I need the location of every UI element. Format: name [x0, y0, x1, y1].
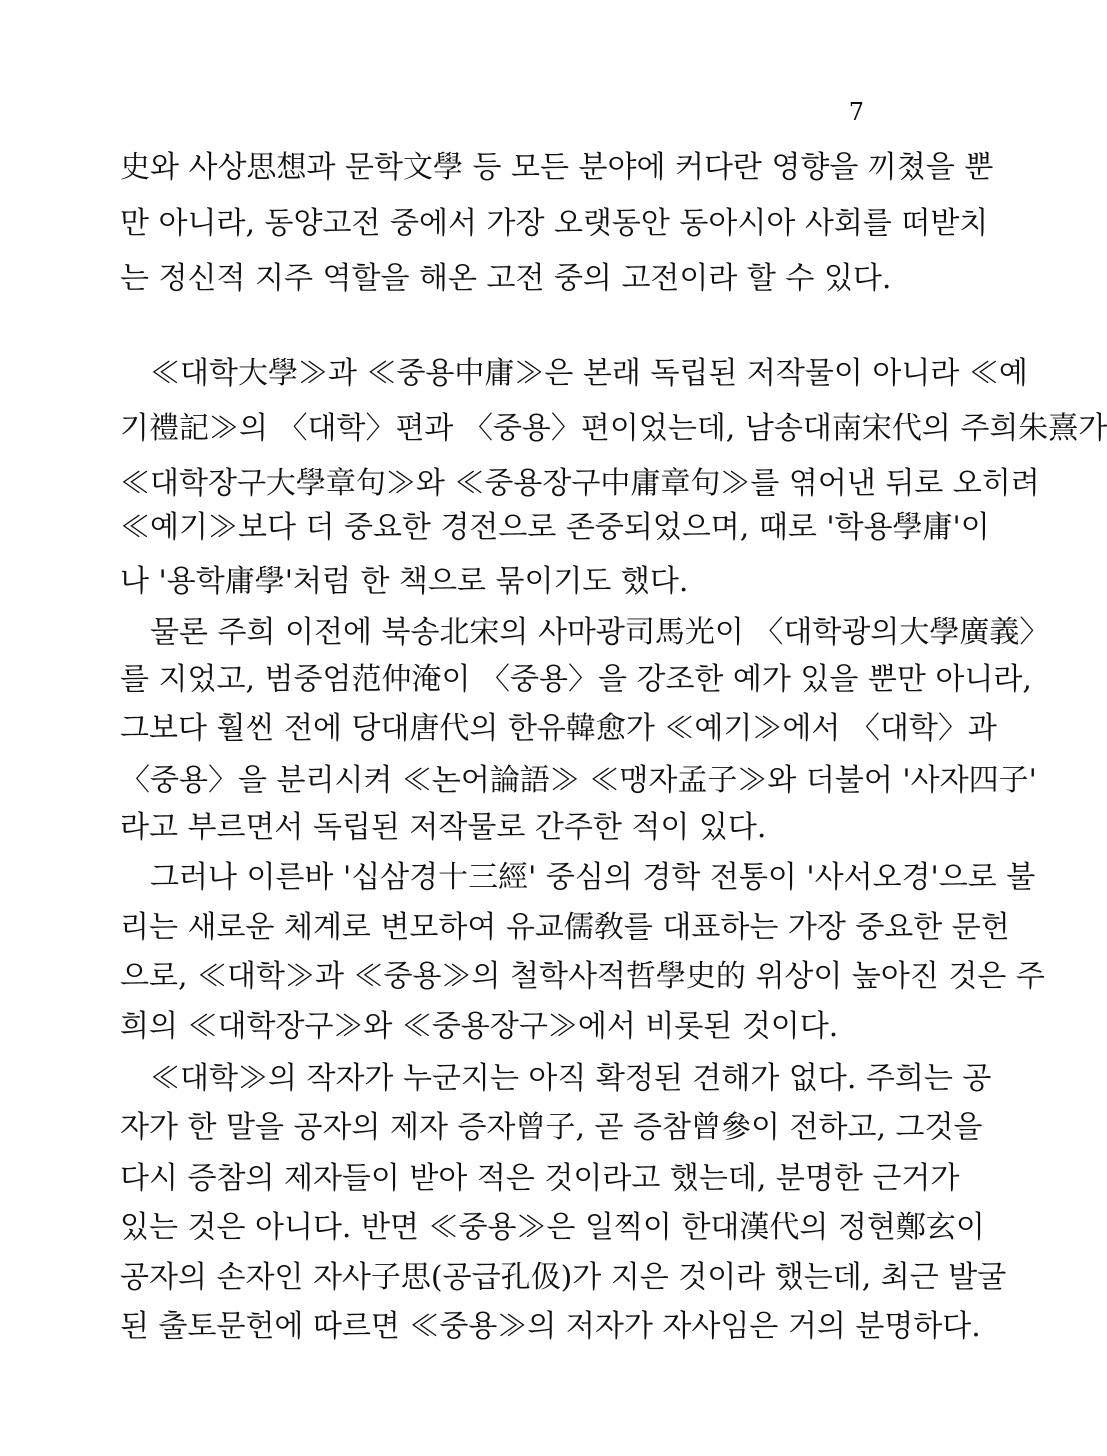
text-line: 다시 증참의 제자들이 받아 적은 것이라고 했는데, 분명한 근거가	[120, 1161, 960, 1196]
text-line: ≪대학大學≫과 ≪중용中庸≫은 본래 독립된 저작물이 아니라 ≪예	[150, 356, 1028, 391]
text-line: 으로, ≪대학≫과 ≪중용≫의 철학사적哲學史的 위상이 높아진 것은 주	[120, 959, 1045, 994]
text-line: 자가 한 말을 공자의 제자 증자曾子, 곧 증참曾參이 전하고, 그것을	[120, 1110, 983, 1145]
page-number: 7	[848, 98, 864, 126]
text-line: 는 정신적 지주 역할을 해온 고전 중의 고전이라 할 수 있다.	[120, 261, 892, 296]
text-line: ≪대학≫의 작자가 누군지는 아직 확정된 견해가 없다. 주희는 공	[150, 1061, 992, 1096]
text-line: 〈중용〉을 분리시켜 ≪논어論語≫ ≪맹자孟子≫와 더불어 '사자四子'	[120, 763, 1037, 798]
text-line: 된 출토문헌에 따르면 ≪중용≫의 저자가 자사임은 거의 분명하다.	[120, 1309, 981, 1344]
text-line: ≪대학장구大學章句≫와 ≪중용장구中庸章句≫를 엮어낸 뒤로 오히려	[120, 466, 1040, 501]
text-line: 물론 주희 이전에 북송北宋의 사마광司馬光이 〈대학광의大學廣義〉	[150, 615, 1050, 650]
text-line: 史와 사상思想과 문학文學 등 모든 분야에 커다란 영향을 끼쳤을 뿐	[120, 150, 994, 185]
text-line: 그보다 훨씬 전에 당대唐代의 한유韓愈가 ≪예기≫에서 〈대학〉과	[120, 711, 997, 746]
text-line: 라고 부르면서 독립된 저작물로 간주한 적이 있다.	[120, 810, 767, 845]
text-line: 공자의 손자인 자사子思(공급孔伋)가 지은 것이라 했는데, 최근 발굴	[120, 1260, 1007, 1295]
text-line: 기禮記≫의 〈대학〉편과 〈중용〉편이었는데, 남송대南宋代의 주희朱熹가	[120, 411, 1107, 446]
text-line: 리는 새로운 체계로 변모하여 유교儒敎를 대표하는 가장 중요한 문헌	[120, 910, 1010, 945]
text-line: 만 아니라, 동양고전 중에서 가장 오랫동안 동아시아 사회를 떠받치	[120, 206, 989, 241]
text-line: 그러나 이른바 '십삼경十三經' 중심의 경학 전통이 '사서오경'으로 불	[150, 860, 1036, 895]
text-line: 있는 것은 아니다. 반면 ≪중용≫은 일찍이 한대漢代의 정현鄭玄이	[120, 1210, 985, 1245]
text-line: 나 '용학庸學'처럼 한 책으로 묶이기도 했다.	[120, 564, 689, 599]
text-line: 를 지었고, 범중엄范仲淹이 〈중용〉을 강조한 예가 있을 뿐만 아니라,	[120, 662, 1032, 697]
text-line: 희의 ≪대학장구≫와 ≪중용장구≫에서 비롯된 것이다.	[120, 1009, 839, 1044]
text-line: ≪예기≫보다 더 중요한 경전으로 존중되었으며, 때로 '학용學庸'이	[120, 510, 990, 545]
